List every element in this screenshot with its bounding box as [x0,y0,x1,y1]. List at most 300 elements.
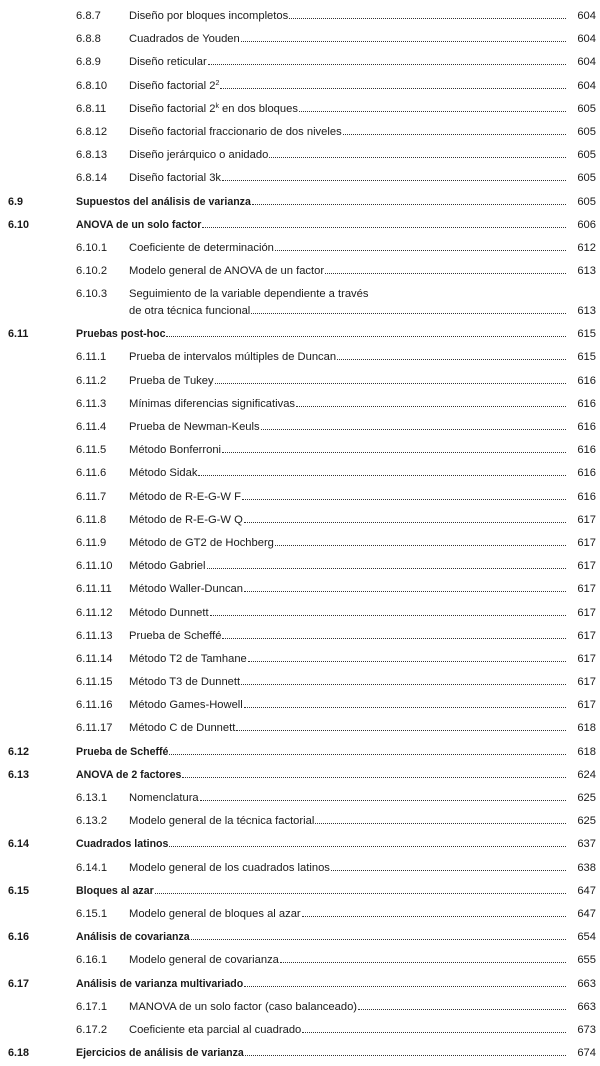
toc-subsection-entry[interactable] [0,603,600,626]
entry-title-line [129,103,566,115]
dot-leader [315,823,566,824]
toc-subsection-entry[interactable] [0,76,600,99]
entry-title-text: Prueba de Tukey [129,374,214,387]
entry-title [129,537,275,549]
entry-title-line [129,467,566,479]
entry-title-text: ANOVA de un solo factor [76,218,202,231]
page-number: 618 [577,745,596,758]
entry-number: 6.11.8 [76,513,107,526]
entry-title-text: Método Games-Howell [129,699,243,712]
entry-title-text: Diseño reticular [129,56,207,69]
toc-subsection-entry[interactable] [0,417,600,440]
entry-title-text: Prueba de Scheffé [76,745,169,758]
entry-number: 6.11.14 [76,652,113,665]
page-number: 605 [577,102,596,115]
toc-subsection-entry[interactable] [0,29,600,52]
entry-title-line [129,630,566,642]
entry-title-line [129,56,566,68]
entry-number: 6.11 [8,328,29,341]
entry-title-line [129,862,566,874]
entry-title-text: Método T2 de Tamhane [129,652,247,665]
entry-number: 6.11.11 [76,583,112,596]
entry-title-line [129,676,566,688]
page-number: 647 [577,884,596,897]
page-number: 647 [577,907,596,920]
entry-title-line [129,80,566,92]
toc-subsection-entry[interactable] [0,626,600,649]
dot-leader [244,522,566,523]
entry-number: 6.8.11 [76,102,107,115]
dot-leader [337,359,566,360]
entry-title [129,305,251,317]
dot-leader [343,134,566,135]
dot-leader [155,893,566,894]
entry-title-line [76,885,566,897]
dot-leader [210,615,566,616]
entry-title-text: Modelo general de la técnica factorial [129,815,315,828]
entry-number: 6.11.1 [76,351,107,364]
entry-title [76,746,169,758]
entry-title [129,351,337,363]
entry-title-text: Modelo general de covarianza [129,954,279,967]
entry-number: 6.8.7 [76,10,101,22]
toc-subsection-entry[interactable] [0,168,600,191]
entry-title [129,722,236,734]
entry-title [129,491,242,503]
dot-leader [244,707,566,708]
dot-leader [244,986,566,987]
dot-leader [241,684,566,685]
toc-subsection-entry[interactable] [0,261,600,284]
entry-number: 6.10 [8,218,30,231]
entry-title-text: Bloques al azar [76,884,154,897]
entry-title-text: Diseño factorial 2 [129,79,216,92]
entry-title-line [129,653,566,665]
dot-leader [296,406,566,407]
dot-leader [275,545,566,546]
toc-subsection-entry[interactable] [0,371,600,394]
entry-title [129,149,269,161]
entry-number: 6.11.13 [76,629,113,642]
entry-title-text: Diseño factorial 3k [129,172,222,185]
entry-title [129,560,207,572]
entry-number: 6.11.7 [76,490,107,503]
page-number: 654 [577,931,596,944]
toc-subsection-entry[interactable] [0,463,600,486]
toc-subsection-entry[interactable] [0,122,600,145]
entry-title-text: Modelo general de bloques al azar [129,907,301,920]
dot-leader [215,383,566,384]
entry-title-text: ANOVA de 2 factores [76,768,182,781]
dot-leader [269,157,566,158]
entry-title [76,838,169,850]
toc-subsection-entry[interactable] [0,394,600,417]
entry-title [129,583,244,595]
entry-title [129,126,343,138]
entry-title [129,792,200,804]
toc-subsection-entry[interactable] [0,347,600,370]
entry-number: 6.15.1 [76,907,108,920]
entry-number: 6.17.1 [76,1000,108,1013]
entry-title-text: Nomenclatura [129,792,199,804]
entry-title-line [129,126,566,138]
entry-title [76,885,155,897]
entry-title-text: Método T3 de Dunnett [129,676,241,689]
entry-number: 6.11.3 [76,397,107,410]
toc-subsection-entry[interactable] [0,440,600,463]
entry-number: 6.18 [8,1047,30,1060]
entry-title [129,954,280,966]
entry-title [129,444,222,456]
entry-number: 6.11.9 [76,536,107,549]
entry-title-text: Ejercicios de análisis de varianza [76,1047,244,1060]
entry-title-text: Método de R-E-G-W Q [129,513,243,526]
page-number: 617 [577,536,596,549]
page-number: 616 [577,467,596,480]
page-number: 625 [577,815,596,828]
page-number: 673 [577,1023,596,1036]
toc-subsection-entry[interactable] [0,579,600,602]
entry-number: 6.11.16 [76,699,113,712]
entry-title-text: Método C de Dunnett [129,722,236,735]
entry-title-text: Método de R-E-G-W F [129,490,241,503]
page-number: 605 [577,195,596,208]
entry-title [129,10,289,22]
entry-title-text: Método Sidak [129,467,198,480]
dot-leader [331,870,566,871]
entry-title-line [129,491,566,503]
dot-leader [222,452,566,453]
entry-title-line [129,560,566,572]
toc-subsection-entry[interactable] [0,1020,600,1043]
entry-number: 6.16 [8,931,30,944]
toc-subsection-entry[interactable] [0,718,600,741]
entry-title-line [129,722,566,734]
entry-title-text: MANOVA de un solo factor (caso balanceado) [129,1000,358,1013]
entry-number: 6.8.10 [76,79,108,92]
entry-title-text: Análisis de covarianza [76,931,190,944]
entry-title [129,630,222,642]
page-number: 625 [577,792,596,804]
page-number: 663 [577,1000,596,1013]
entry-title [129,699,244,711]
dot-leader [169,846,566,847]
entry-title-text: Diseño jerárquico o anidado [129,149,269,162]
entry-title-line [129,699,566,711]
entry-title-line [129,908,566,920]
entry-title-text: Prueba de intervalos múltiples de Duncan [129,351,337,364]
entry-title [76,328,166,340]
entry-title [129,1001,358,1013]
entry-number: 6.11.6 [76,467,107,480]
entry-title-text: Diseño factorial fraccionario de dos niveles [129,125,342,138]
page-number: 617 [577,699,596,712]
entry-title [129,908,302,920]
entry-title-line [76,746,566,758]
dot-leader [299,111,566,112]
page-number: 655 [577,954,596,967]
page-number: 605 [577,149,596,162]
entry-title-line [129,33,566,45]
entry-number: 6.10.3 [76,288,108,301]
entry-title-text: Cuadrados de Youden [129,33,240,46]
toc-subsection-entry[interactable] [0,99,600,122]
dot-leader [358,1009,566,1010]
entry-title-line [129,954,566,966]
toc-subsection-entry[interactable] [0,950,600,973]
dot-leader [222,638,566,639]
toc-subsection-entry[interactable] [0,533,600,556]
dot-leader [302,916,566,917]
dot-leader [251,313,566,314]
toc-subsection-entry[interactable] [0,52,600,75]
toc-subsection-entry[interactable] [0,811,600,834]
entry-title-text: Diseño por bloques incompletos [129,10,289,22]
entry-title [129,815,315,827]
entry-title-line [129,351,566,363]
toc-subsection-entry[interactable] [0,672,600,695]
page-number: 613 [577,265,596,278]
entry-title [129,653,248,665]
entry-title-text: Pruebas post-hoc [76,328,166,341]
dot-leader [241,41,566,42]
toc-subsection-entry[interactable] [0,145,600,168]
toc-subsection-entry[interactable] [0,284,600,324]
toc-section-entry[interactable] [0,1043,600,1066]
dot-leader [166,336,566,337]
entry-title-line [129,1024,566,1036]
entry-title [129,103,299,115]
dot-leader [236,730,566,731]
entry-number: 6.8.8 [76,33,101,46]
toc-section-entry[interactable] [0,742,600,765]
entry-title [76,196,252,208]
page-number: 605 [577,172,596,185]
dot-leader [325,273,566,274]
entry-title [129,514,244,526]
toc-section-entry[interactable] [0,215,600,238]
entry-title-text: Coeficiente eta parcial al cuadrado [129,1023,302,1036]
entry-number: 6.11.17 [76,722,113,735]
page-number: 604 [577,33,596,46]
toc-subsection-entry[interactable] [0,6,600,29]
entry-title-text: Prueba de Newman-Keuls [129,421,260,433]
entry-number: 6.8.13 [76,149,108,162]
entry-title [129,80,220,92]
page-number: 617 [577,606,596,619]
entry-title-line [129,242,566,254]
entry-title-line [76,769,566,781]
dot-leader [182,777,566,778]
dot-leader [244,591,566,592]
page-number: 617 [577,676,596,689]
entry-title [76,1047,245,1059]
dot-leader [242,499,566,500]
entry-number: 6.8.12 [76,125,108,138]
entry-title [129,172,222,184]
page-number: 616 [577,490,596,503]
entry-title-line [129,444,566,456]
entry-title-line [129,172,566,184]
entry-title [76,931,191,943]
entry-title [129,56,208,68]
entry-title-line [129,149,566,161]
page-number: 604 [577,79,596,92]
entry-number: 6.11.12 [76,606,113,619]
entry-number: 6.15 [8,884,30,897]
entry-number: 6.17 [8,977,30,990]
page-number: 615 [577,328,596,341]
entry-title-line [129,375,566,387]
toc-subsection-entry[interactable] [0,510,600,533]
entry-title-suffix: en dos bloques [218,102,298,115]
page-number: 617 [577,513,596,526]
entry-title-line [76,219,566,231]
toc-subsection-entry[interactable] [0,904,600,927]
toc-section-entry[interactable] [0,765,600,788]
entry-title-line [129,1001,566,1013]
entry-title-line [129,583,566,595]
dot-leader [275,250,566,251]
entry-number: 6.13.2 [76,815,108,828]
entry-title [76,219,202,231]
superscript: 2 [215,79,220,87]
entry-number: 6.10.1 [76,241,108,254]
entry-title [129,265,325,277]
toc-subsection-entry[interactable] [0,997,600,1020]
entry-title [129,1024,302,1036]
entry-number: 6.13.1 [76,792,108,804]
page-number: 616 [577,397,596,410]
dot-leader [252,204,566,205]
page-number: 604 [577,56,596,69]
toc-section-entry[interactable] [0,324,600,347]
entry-number: 6.8.14 [76,172,108,185]
entry-title-line [129,792,566,804]
page-number: 606 [577,218,596,231]
toc-subsection-entry[interactable] [0,556,600,579]
entry-title [129,676,241,688]
entry-title [129,467,198,479]
page-number: 616 [577,444,596,457]
page-number: 617 [577,583,596,596]
entry-number: 6.9 [8,195,24,208]
entry-title-line [76,931,566,943]
page-number: 663 [577,977,596,990]
dot-leader [222,180,566,181]
page-number: 617 [577,652,596,665]
toc-subsection-entry[interactable] [0,788,600,811]
dot-leader [208,64,566,65]
dot-leader [302,1032,566,1033]
entry-title-line [129,265,566,277]
page-number: 613 [577,305,596,318]
toc-section-entry[interactable] [0,192,600,215]
page-number: 674 [577,1047,596,1060]
entry-number: 6.11.4 [76,421,107,433]
dot-leader [207,568,567,569]
page-number: 638 [577,861,596,874]
entry-number: 6.11.5 [76,444,107,457]
dot-leader [220,88,566,89]
entry-title-line [76,328,566,340]
entry-number: 6.14.1 [76,861,108,874]
entry-number: 6.17.2 [76,1023,108,1036]
entry-number: 6.16.1 [76,954,108,967]
entry-number: 6.13 [8,768,30,781]
entry-title-line [76,196,566,208]
toc-section-entry[interactable] [0,881,600,904]
entry-number: 6.8.9 [76,56,101,69]
entry-number: 6.11.15 [76,676,113,689]
toc-subsection-entry[interactable] [0,649,600,672]
entry-title [129,33,241,45]
entry-title [129,421,261,433]
toc-section-entry[interactable] [0,974,600,997]
dot-leader [245,1055,566,1056]
entry-title-line [129,10,566,22]
page-number: 637 [577,838,596,851]
entry-title [129,398,296,410]
entry-title-line [76,978,566,990]
entry-title [76,769,182,781]
entry-title-line [76,1047,566,1059]
entry-number: 6.14 [8,838,30,851]
entry-title-text: Coeficiente de determinación [129,241,274,254]
toc-subsection-entry[interactable] [0,858,600,881]
entry-title [129,242,275,254]
entry-title-line [129,421,566,433]
toc-section-entry[interactable] [0,834,600,857]
entry-title [129,375,215,387]
entry-title-text: Método Waller-Duncan [129,583,243,596]
entry-title-text: Mínimas diferencias significativas [129,397,296,410]
toc-section-entry[interactable] [0,927,600,950]
entry-title-line [129,607,566,619]
page-number: 618 [577,722,596,735]
entry-title-text: Método Bonferroni [129,444,222,457]
page-number: 617 [577,560,596,573]
entry-title-text: Supuestos del análisis de varianza [76,195,251,208]
page-number: 616 [577,421,596,433]
entry-title-text: Prueba de Scheffé [129,629,222,642]
toc-subsection-entry[interactable] [0,695,600,718]
page-number: 605 [577,125,596,138]
entry-title-text: Método Dunnett [129,606,209,619]
page-number: 617 [577,629,596,642]
toc-subsection-entry[interactable] [0,238,600,261]
entry-title-text: Análisis de varianza multivariado [76,977,244,990]
entry-title-line [129,537,566,549]
page-number: 604 [577,10,596,22]
dot-leader [202,227,566,228]
page-number: 612 [577,241,596,254]
entry-title-text: Modelo general de los cuadrados latinos [129,861,330,874]
entry-number: 6.11.10 [76,560,113,573]
entry-title-text: Cuadrados latinos [76,838,169,851]
dot-leader [198,475,566,476]
toc-subsection-entry[interactable] [0,487,600,510]
page-number: 616 [577,374,596,387]
entry-title-text: Método de GT2 de Hochberg [129,536,274,549]
entry-title-line [129,305,566,317]
entry-title-text: Método Gabriel [129,560,206,573]
entry-title [76,978,244,990]
dot-leader [280,962,566,963]
entry-title-text: Modelo general de ANOVA de un factor [129,265,325,278]
table-of-contents [0,6,600,1066]
dot-leader [169,754,566,755]
